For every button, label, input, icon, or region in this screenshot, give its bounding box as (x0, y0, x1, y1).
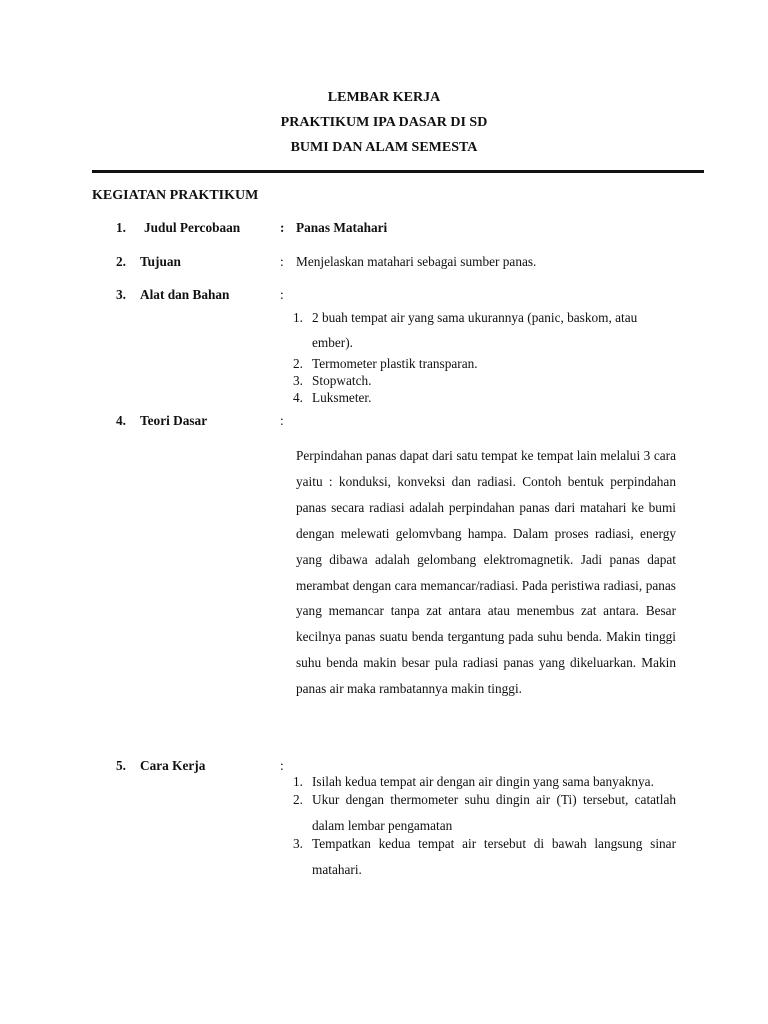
list-item-text: Luksmeter. (312, 390, 372, 405)
list-item-number: 3. (293, 373, 303, 388)
item-label: Judul Percobaan (144, 220, 241, 235)
item-value: Menjelaskan matahari sebagai sumber panas. (296, 254, 537, 269)
item-number: 5. (116, 758, 126, 773)
item-number: 1. (116, 220, 126, 235)
item-colon: : (280, 758, 284, 773)
list-item-number: 2. (293, 356, 303, 371)
item-colon: : (280, 413, 284, 428)
list-item-number: 1. (293, 774, 303, 789)
item-colon: : (280, 220, 285, 235)
procedure-list (293, 769, 676, 883)
header-title-2: PRAKTIKUM IPA DASAR DI SD (280, 115, 488, 130)
list-item-text: Isilah kedua tempat air dengan air dingin yang sama banyaknya. (312, 774, 654, 789)
section-heading: KEGIATAN PRAKTIKUM (92, 188, 259, 203)
materials-list (293, 305, 676, 406)
list-item (293, 305, 676, 355)
list-item-text: Stopwatch. (312, 373, 372, 388)
list-item (293, 389, 676, 406)
item-number: 2. (116, 254, 126, 269)
item-number: 3. (116, 287, 126, 302)
item-colon: : (280, 287, 284, 302)
item-number: 4. (116, 413, 126, 428)
item-label: Teori Dasar (140, 413, 208, 428)
list-item-number: 2. (293, 792, 303, 807)
header-title-1: LEMBAR KERJA (327, 90, 441, 105)
list-item (293, 355, 676, 372)
list-item-text: Tempatkan kedua tempat air tersebut di bawah langsung sinar matahari. (312, 836, 676, 877)
item-label: Alat dan Bahan (140, 287, 230, 302)
list-item-text: Ukur dengan thermometer suhu dingin air (Ti) tersebut, catatlah dalam lembar pengamatan (312, 792, 676, 833)
list-item-number: 1. (293, 310, 303, 325)
list-item-number: 3. (293, 836, 303, 851)
theory-paragraph: Perpindahan panas dapat dari satu tempat ke tempat lain melalui 3 cara yaitu : konduksi, konveksi dan radiasi. Contoh bentuk perpindahan panas secara radiasi adalah perpindahan panas dari matahari ke bumi dengan melewati gelomvbang hampa. Dalam proses radiasi, energy yang dibawa adalah gelombang elektromagnetik. Jadi panas dapat merambat dengan cara memancar/radiasi. Pada peristiwa radiasi, panas yang memancar tanpa zat antara atau menembus zat antara. Besar kecilnya panas suatu benda tergantung pada suhu benda. Makin tinggi suhu benda makin besar pula radiasi panas yang dikeluarkan. Makin panas air maka rambatannya makin tinggi. (296, 448, 676, 697)
header-divider (92, 170, 704, 173)
header-title-3: BUMI DAN ALAM SEMESTA (290, 140, 478, 155)
list-item-number: 4. (293, 390, 303, 405)
list-item-text: 2 buah tempat air yang sama ukurannya (panic, baskom, atau ember). (312, 310, 638, 350)
item-label: Cara Kerja (140, 758, 206, 773)
item-colon: : (280, 254, 284, 269)
item-value: Panas Matahari (296, 220, 388, 235)
list-item (293, 831, 676, 883)
item-label: Tujuan (140, 254, 181, 269)
list-item (293, 372, 676, 389)
list-item-text: Termometer plastik transparan. (312, 356, 478, 371)
